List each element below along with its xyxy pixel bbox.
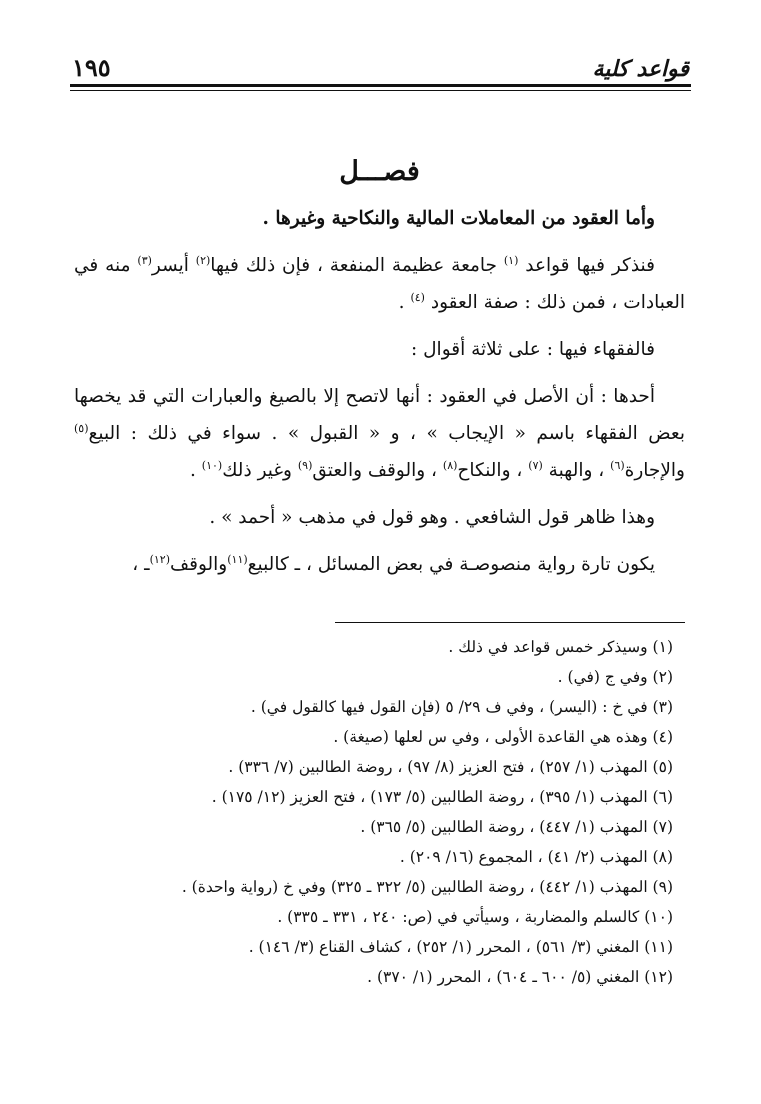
footnote-ref[interactable]: (٣) <box>137 253 152 267</box>
footnote-item: (١) وسيذكر خمس قواعد في ذلك . <box>448 638 673 656</box>
footnote-item: (١١) المغني (٣/ ٥٦١) ، المحرر (١/ ٢٥٢) ، كشاف القناع (٣/ ١٤٦) . <box>248 938 673 956</box>
footnote-ref[interactable]: (١٠) <box>201 458 223 472</box>
paragraph-rules <box>74 247 685 321</box>
section-title: فصـــل <box>339 156 420 187</box>
paragraph-opinions <box>74 331 685 368</box>
footnote-ref[interactable]: (١٢) <box>149 552 170 566</box>
header-rule-thick <box>70 84 691 87</box>
footnote-ref[interactable]: (١) <box>503 253 519 267</box>
text-run: أيسر <box>151 255 189 276</box>
footnote-item: (١٠) كالسلم والمضاربة ، وسيأتي في (ص: ٢٤٠ ، ٣٣١ ـ ٣٣٥) . <box>277 908 673 926</box>
footnote-ref[interactable]: (١١) <box>227 552 248 566</box>
paragraph-text: وأما العقود من المعاملات المالية والنكاحية وغيرها . <box>262 208 655 229</box>
text-run: وغير ذلك <box>222 460 292 481</box>
text-run: جامعة عظيمة المنفعة ، فإن ذلك فيها <box>210 255 497 276</box>
text-run: أحدها : أن الأصل في العقود : أنها لاتصح إلا بالصيغ والعبارات التي قد يخصها بعض الفقهاء باسم « الإيجاب » ، و « القبول » . سواء في ذلك : البيع <box>74 386 685 444</box>
paragraph-first-opinion <box>74 378 685 489</box>
text-run: ، والنكاح <box>457 460 523 481</box>
footnote-item: (٩) المهذب (١/ ٤٤٢) ، روضة الطالبين (٥/ ٣٢٢ ـ ٣٢٥) وفي خ (رواية واحدة) . <box>181 878 673 896</box>
page-number: ١٩٥ <box>72 53 111 82</box>
header-title: قواعد كلية <box>592 56 689 82</box>
footnote-item: (٨) المهذب (٢/ ٤١) ، المجموع (١٦/ ٢٠٩) . <box>399 848 673 866</box>
footnote-item: (٦) المهذب (١/ ٣٩٥) ، روضة الطالبين (٥/ ١٧٣) ، فتح العزيز (١٢/ ١٧٥) . <box>211 788 673 806</box>
text-run: والوقف <box>169 554 228 575</box>
footnote-item: (١٢) المغني (٥/ ٦٠٠ ـ ٦٠٤) ، المحرر (١/ ٣٧٠) . <box>367 968 673 986</box>
running-header <box>72 42 689 82</box>
text-run: ، والوقف والعتق <box>312 460 438 481</box>
footnote-item: (٥) المهذب (١/ ٢٥٧) ، فتح العزيز (٨/ ٩٧) ، روضة الطالبين (٧/ ٣٣٦) . <box>228 758 673 776</box>
paragraph-text: فالفقهاء فيها : على ثلاثة أقوال : <box>411 339 655 360</box>
paragraph-intro <box>74 200 685 237</box>
footnote-ref[interactable]: (٧) <box>528 458 543 472</box>
text-run: ، والهبة <box>548 460 605 481</box>
text-run: . <box>190 460 196 481</box>
footnote-ref[interactable]: (٤) <box>410 290 425 304</box>
text-run: ـ ، <box>132 554 150 575</box>
footnote-ref[interactable]: (٦) <box>610 458 625 472</box>
paragraph-shafii <box>74 499 685 536</box>
footnote-separator <box>335 622 685 623</box>
text-run: فنذكر فيها قواعد <box>525 255 655 276</box>
footnote-item: (٢) وفي ج (في) . <box>557 668 673 686</box>
footnote-item: (٣) في خ : (اليسر) ، وفي ف ٢٩/ ٥ (فإن القول فيها كالقول في) . <box>250 698 673 716</box>
footnote-ref[interactable]: (٩) <box>297 458 313 472</box>
text-run: منه في العبادات ، فمن ذلك : صفة العقود <box>74 255 685 313</box>
paragraph-narration <box>74 546 685 583</box>
paragraph-text: وهذا ظاهر قول الشافعي . وهو قول في مذهب « أحمد » . <box>209 507 655 528</box>
footnote-ref[interactable]: (٨) <box>442 458 458 472</box>
footnotes <box>74 632 685 992</box>
footnote-ref[interactable]: (٢) <box>195 253 211 267</box>
footnote-item: (٧) المهذب (١/ ٤٤٧) ، روضة الطالبين (٥/ ٣٦٥) . <box>360 818 673 836</box>
header-rule-thin <box>70 90 691 91</box>
text-run: يكون تارة رواية منصوصـة في بعض المسائل ، ـ كالبيع <box>247 554 655 575</box>
footnote-ref[interactable]: (٥) <box>74 421 89 435</box>
text-run: . <box>398 292 405 313</box>
main-text <box>74 150 685 593</box>
footnote-item: (٤) وهذه هي القاعدة الأولى ، وفي س لعلها (صيغة) . <box>333 728 673 746</box>
text-run: والإجارة <box>624 460 685 481</box>
